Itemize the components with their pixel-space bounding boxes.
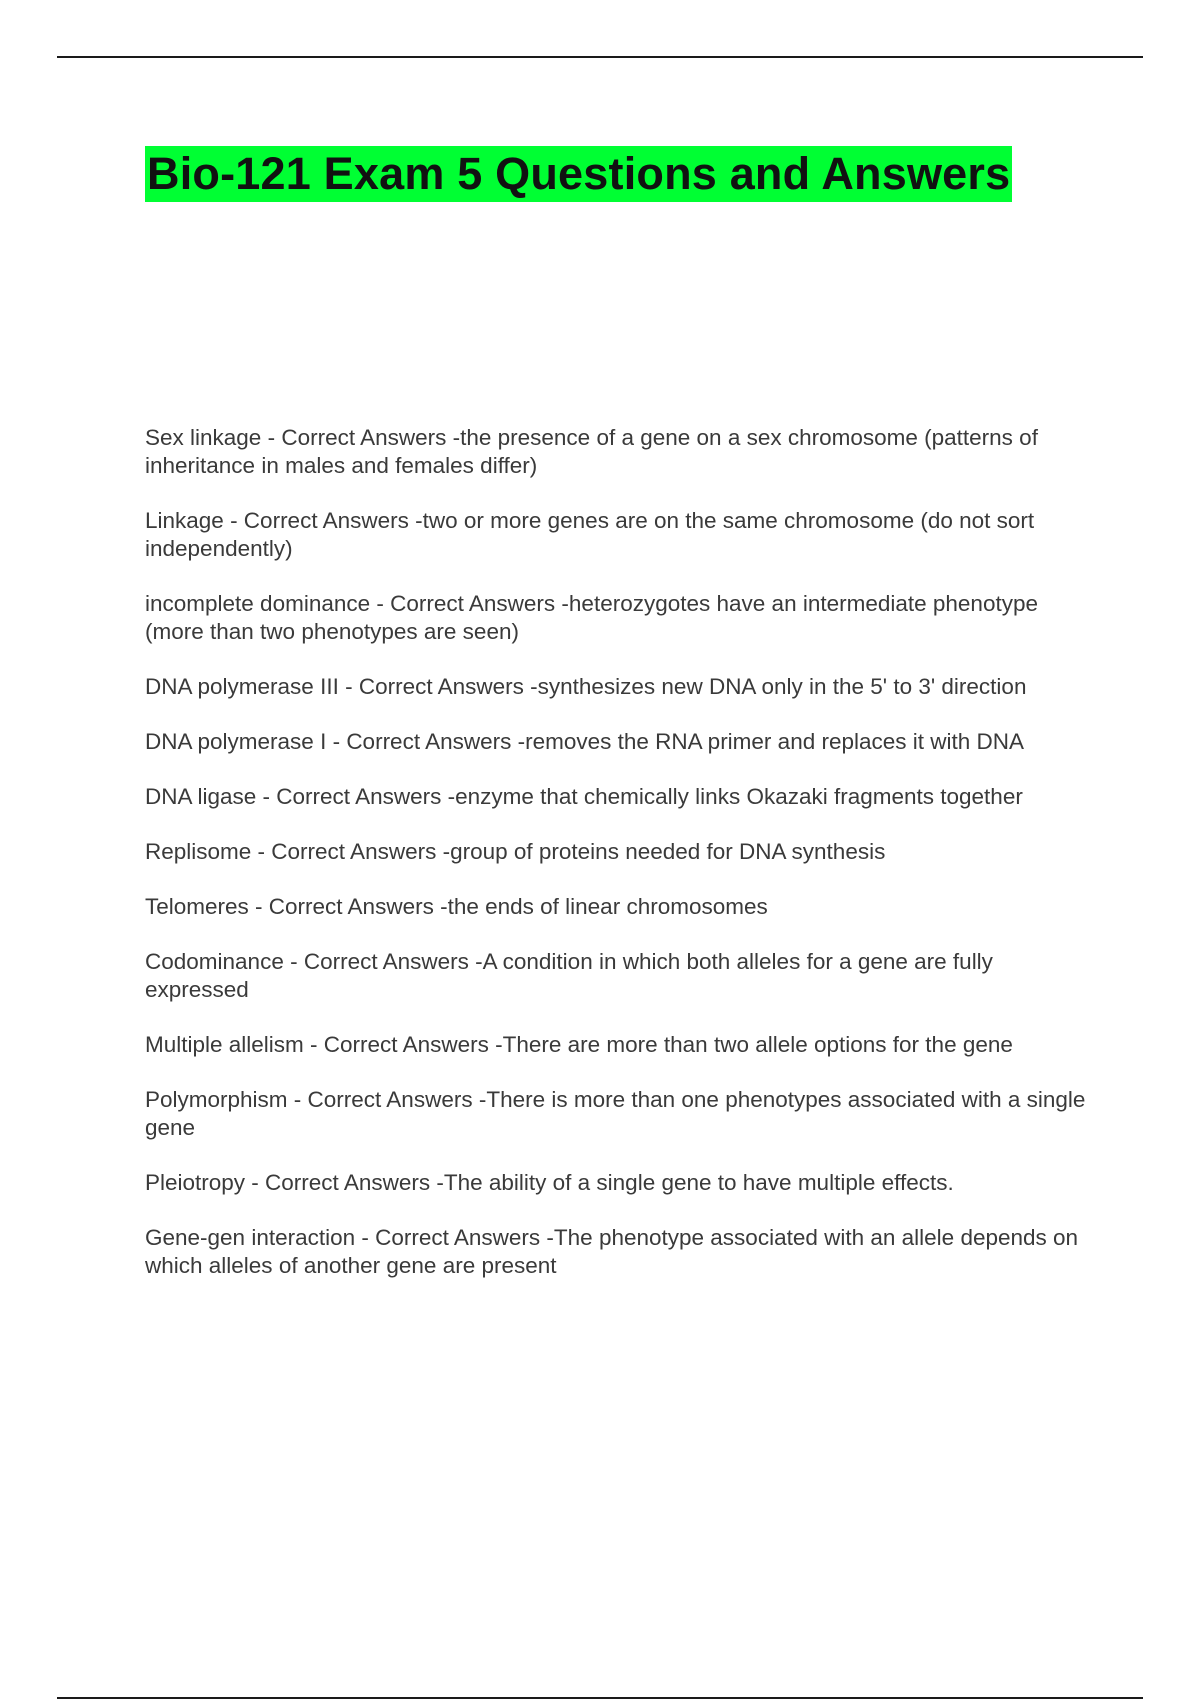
bottom-rule xyxy=(57,1697,1143,1699)
top-rule xyxy=(57,56,1143,58)
qa-entry: DNA polymerase III - Correct Answers -synthesizes new DNA only in the 5' to 3' direction xyxy=(145,674,1027,699)
qa-entry: Gene-gen interaction - Correct Answers -The phenotype associated with an allele depends on which alleles of another gene are present xyxy=(145,1225,1079,1278)
qa-entry: DNA ligase - Correct Answers -enzyme that chemically links Okazaki fragments together xyxy=(145,784,1023,809)
qa-entry: Sex linkage - Correct Answers -the presence of a gene on a sex chromosome (patterns of inheritance in males and females differ) xyxy=(145,425,1038,478)
qa-entry: Replisome - Correct Answers -group of proteins needed for DNA synthesis xyxy=(145,839,886,864)
title-block xyxy=(145,146,1012,202)
page-title: Bio-121 Exam 5 Questions and Answers xyxy=(145,146,1012,202)
qa-entry: DNA polymerase I - Correct Answers -removes the RNA primer and replaces it with DNA xyxy=(145,729,1025,754)
qa-entry: Multiple allelism - Correct Answers -There are more than two allele options for the gene xyxy=(145,1032,1013,1057)
qa-list xyxy=(145,424,1095,1307)
qa-entry: Linkage - Correct Answers -two or more genes are on the same chromosome (do not sort independently) xyxy=(145,508,1035,561)
qa-entry: incomplete dominance - Correct Answers -heterozygotes have an intermediate phenotype (more than two phenotypes are seen) xyxy=(145,591,1038,644)
qa-entry: Telomeres - Correct Answers -the ends of linear chromosomes xyxy=(145,894,768,919)
qa-entry: Codominance - Correct Answers -A condition in which both alleles for a gene are fully expressed xyxy=(145,949,993,1002)
qa-entry: Pleiotropy - Correct Answers -The ability of a single gene to have multiple effects. xyxy=(145,1170,954,1195)
qa-entry: Polymorphism - Correct Answers -There is more than one phenotypes associated with a single gene xyxy=(145,1087,1086,1140)
